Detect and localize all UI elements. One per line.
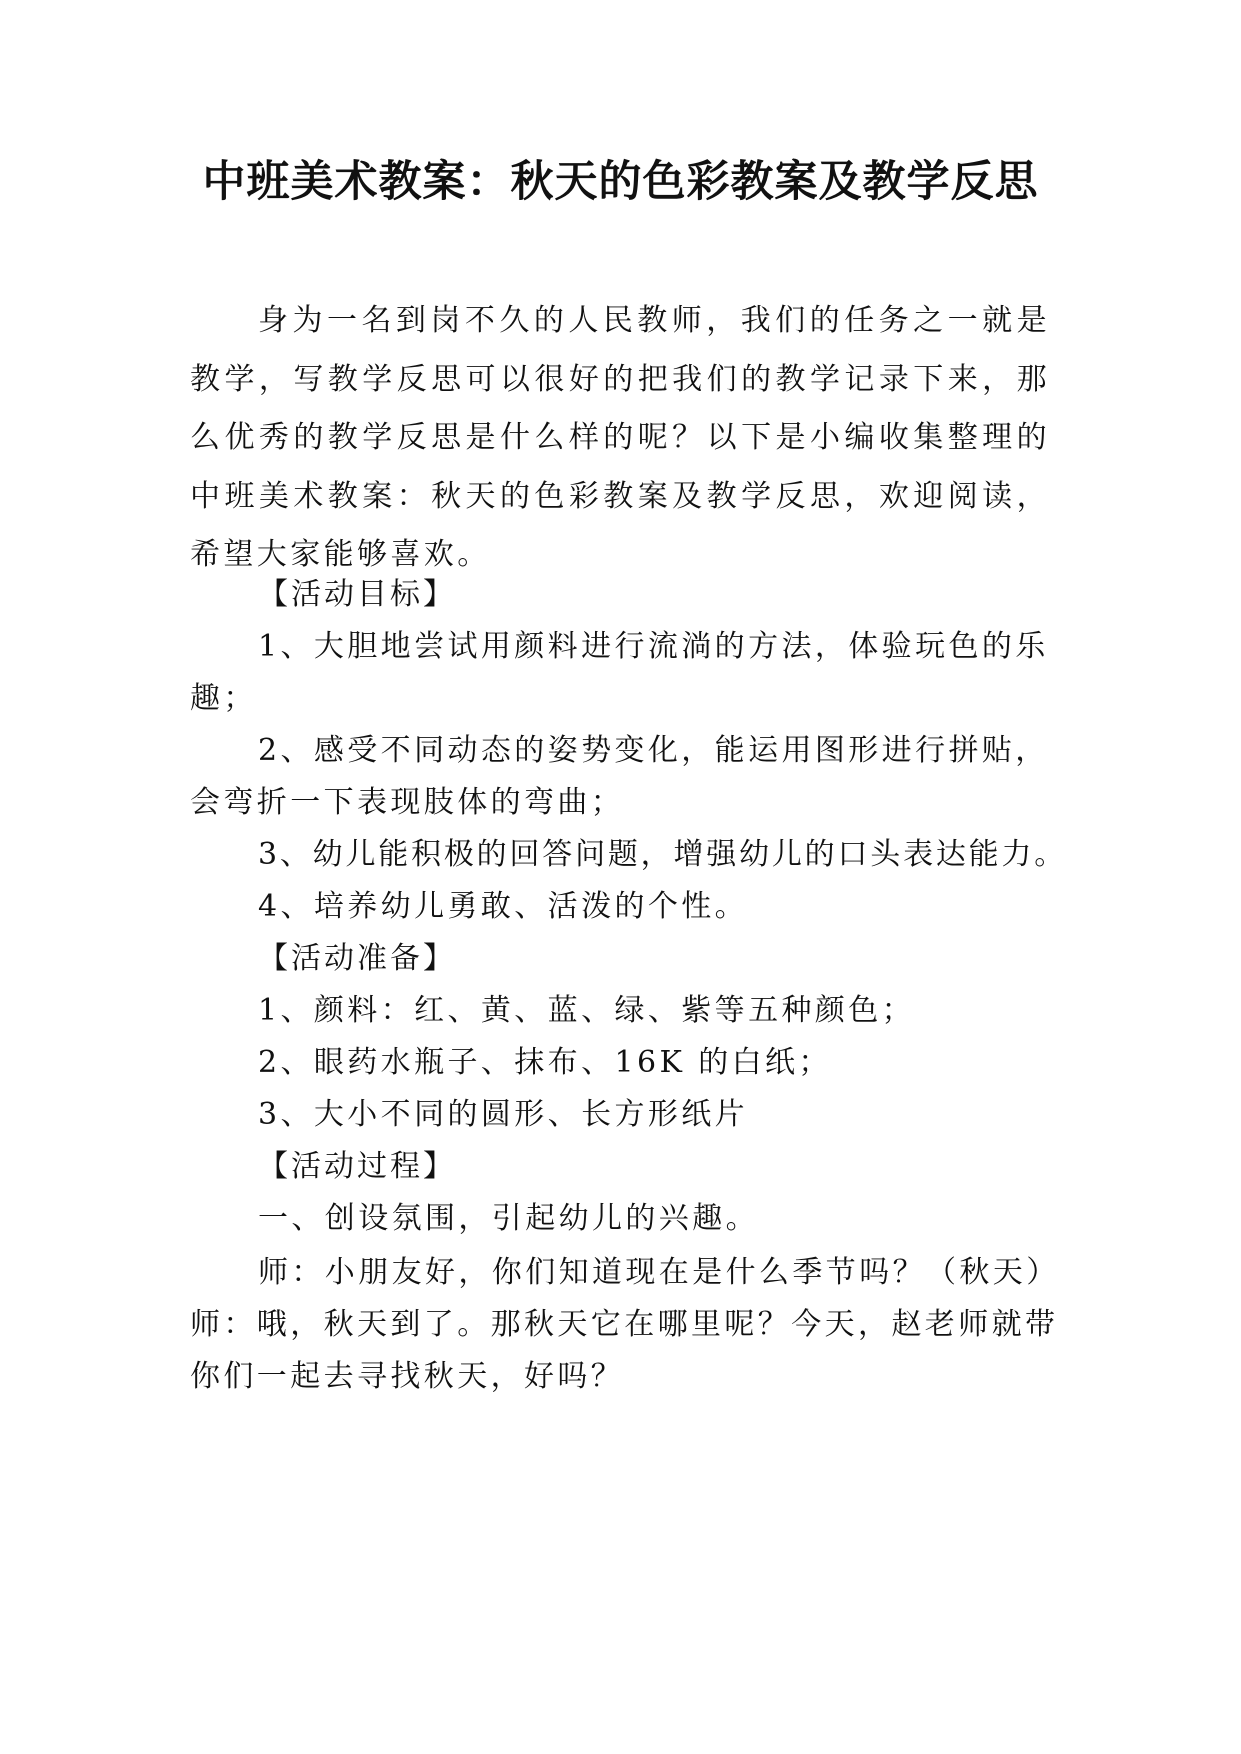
goal-item-4: 4、培养幼儿勇敢、活泼的个性。 bbox=[258, 889, 749, 924]
dialogue-line-2: 师：哦，秋天到了。那秋天它在哪里呢？今天，赵老师就带 bbox=[190, 1307, 1059, 1342]
goal-item-2-line-2: 会弯折一下表现肢体的弯曲； bbox=[190, 785, 625, 820]
goal-item-3: 3、幼儿能积极的回答问题，增强幼儿的口头表达能力。 bbox=[258, 837, 1068, 872]
document-title: 中班美术教案：秋天的色彩教案及教学反思 bbox=[202, 157, 1039, 207]
preparation-item-1: 1、颜料：红、黄、蓝、绿、紫等五种颜色； bbox=[258, 993, 916, 1028]
preparation-item-3: 3、大小不同的圆形、长方形纸片 bbox=[258, 1097, 749, 1132]
goals-heading: 【活动目标】 bbox=[258, 577, 456, 612]
process-step-1: 一、创设氛围，引起幼儿的兴趣。 bbox=[258, 1201, 759, 1236]
goal-item-2-line-1: 2、感受不同动态的姿势变化，能运用图形进行拼贴， bbox=[258, 733, 1049, 768]
goal-item-1-line-1: 1、大胆地尝试用颜料进行流淌的方法，体验玩色的乐 bbox=[258, 629, 1049, 664]
preparation-heading: 【活动准备】 bbox=[258, 941, 456, 976]
dialogue-line-3: 你们一起去寻找秋天，好吗？ bbox=[190, 1359, 625, 1394]
goal-item-1-line-2: 趣； bbox=[190, 681, 257, 716]
intro-paragraph: 身为一名到岗不久的人民教师，我们的任务之一就是教学，写教学反思可以很好的把我们的教学记录下来，那么优秀的教学反思是什么样的呢？以下是小编收集整理的中班美术教案：秋天的色彩教案及教学反思，欢迎阅读，希望大家能够喜欢。 bbox=[190, 303, 1050, 572]
process-heading: 【活动过程】 bbox=[258, 1149, 456, 1184]
preparation-item-2: 2、眼药水瓶子、抹布、16K 的白纸； bbox=[258, 1045, 832, 1080]
dialogue-line-1: 师：小朋友好，你们知道现在是什么季节吗？（秋天） bbox=[258, 1255, 1060, 1290]
